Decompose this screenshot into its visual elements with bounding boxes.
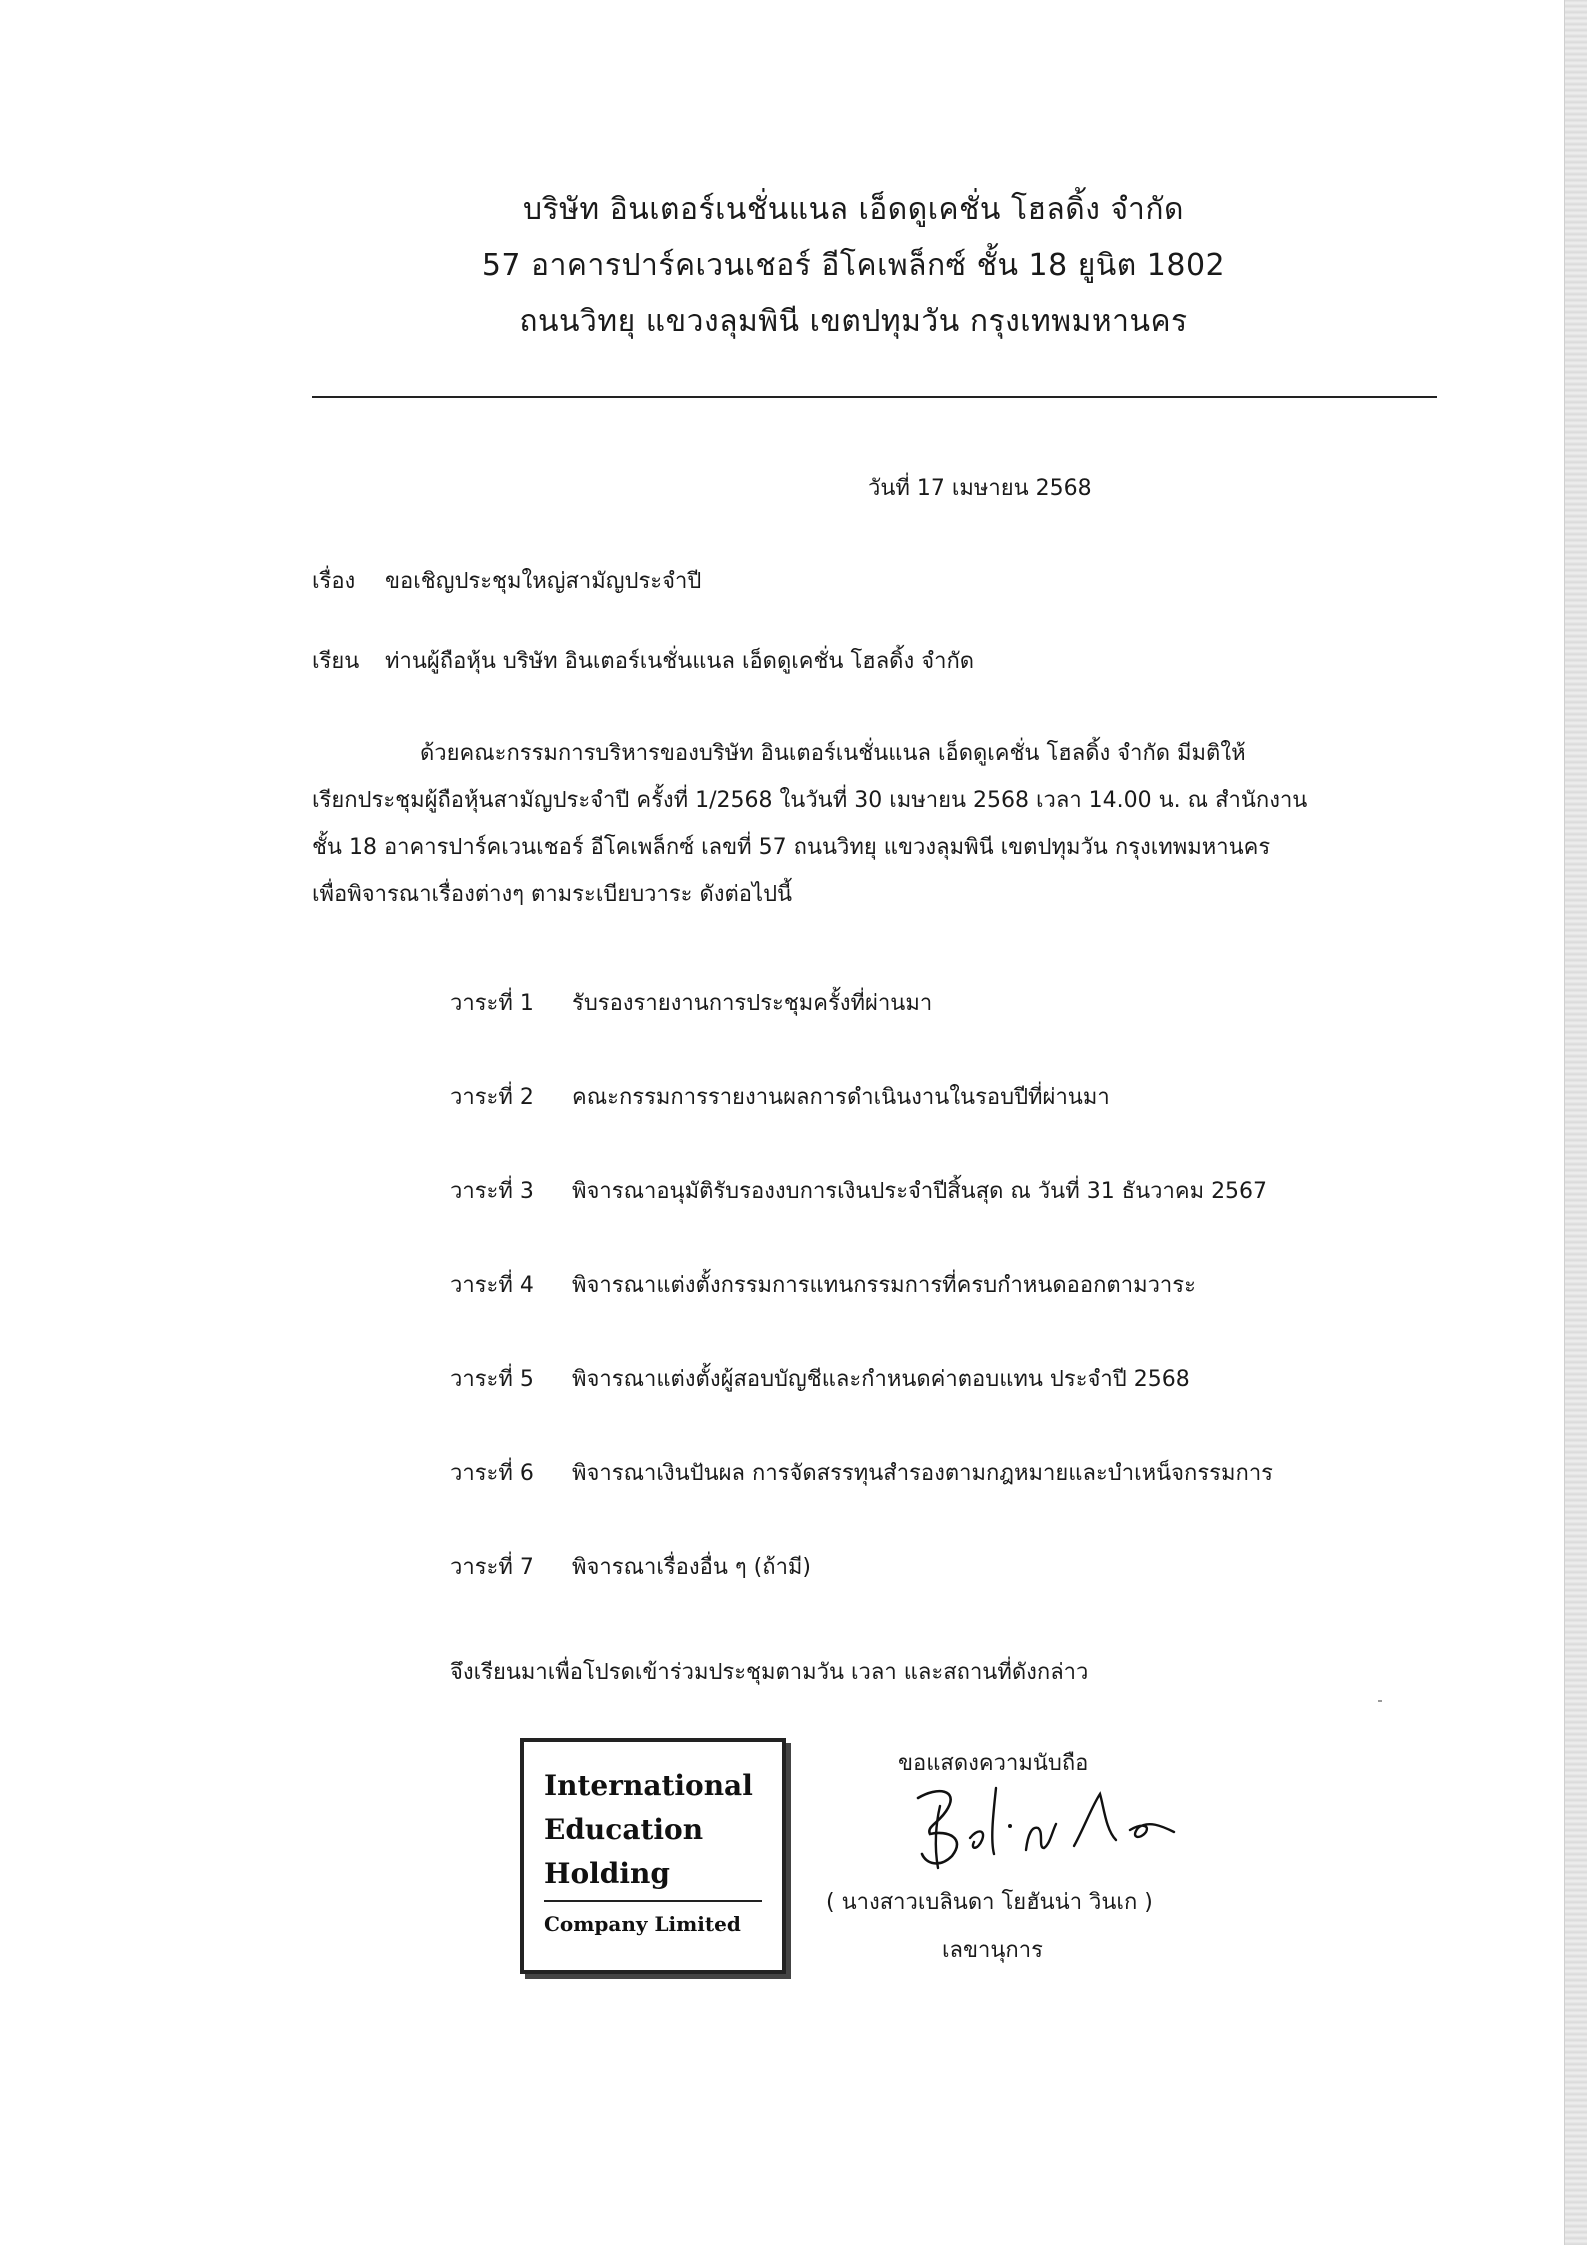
stamp-line: Company Limited	[544, 1912, 741, 1936]
agenda-text: พิจารณาอนุมัติรับรองงบการเงินประจำปีสิ้นสุด ณ วันที่ 31 ธันวาคม 2567	[572, 1179, 1268, 1204]
intro-line: เรียกประชุมผู้ถือหุ้นสามัญประจำปี ครั้งที่ 1/2568 ในวันที่ 30 เมษายน 2568 เวลา 14.00 น. ณ สำนักงาน	[312, 788, 1308, 813]
agenda-text: รับรองรายงานการประชุมครั้งที่ผ่านมา	[572, 991, 933, 1016]
subject-label: เรื่อง	[312, 569, 356, 594]
company-address-line-2: ถนนวิทยุ แขวงลุมพินี เขตปทุมวัน กรุงเทพมหานคร	[519, 304, 1188, 339]
agenda-number: วาระที่ 1	[450, 991, 534, 1016]
stamp-line: International	[544, 1769, 753, 1802]
letterhead	[0, 182, 1587, 350]
agenda-item	[450, 985, 1430, 1079]
agenda-number: วาระที่ 3	[450, 1179, 534, 1204]
header-divider	[312, 396, 1437, 398]
agenda-item	[450, 1267, 1430, 1361]
agenda-text: พิจารณาเรื่องอื่น ๆ (ถ้ามี)	[572, 1555, 812, 1580]
subject-row	[312, 563, 701, 598]
agenda-item	[450, 1361, 1430, 1455]
signer-name: ( นางสาวเบลินดา โยฮันน่า วินเก )	[826, 1890, 1153, 1915]
stamp-name-block	[544, 1764, 753, 1896]
agenda-number: วาระที่ 7	[450, 1555, 534, 1580]
agenda-item	[450, 1455, 1430, 1549]
intro-line: ชั้น 18 อาคารปาร์คเวนเชอร์ อีโคเพล็กซ์ เลขที่ 57 ถนนวิทยุ แขวงลุมพินี เขตปทุมวัน กรุงเทพมหานคร	[312, 835, 1271, 860]
recipient-label: เรียน	[312, 649, 360, 674]
letter-date: วันที่ 17 เมษายน 2568	[868, 476, 1092, 501]
agenda-list	[450, 985, 1430, 1643]
agenda-text: พิจารณาเงินปันผล การจัดสรรทุนสำรองตามกฎหมายและบำเหน็จกรรมการ	[572, 1461, 1273, 1486]
company-name: บริษัท อินเตอร์เนชั่นแนล เอ็ดดูเคชั่น โฮลดิ้ง จำกัด	[522, 192, 1185, 227]
intro-paragraph	[312, 730, 1392, 918]
company-address-line-1: 57 อาคารปาร์คเวนเชอร์ อีโคเพล็กซ์ ชั้น 18 ยูนิต 1802	[481, 248, 1226, 283]
stamp-divider	[544, 1900, 762, 1902]
agenda-item	[450, 1173, 1430, 1267]
company-stamp	[520, 1738, 786, 1974]
handwritten-signature	[878, 1768, 1238, 1878]
signer-position: เลขานุการ	[942, 1938, 1043, 1963]
scan-speck	[1378, 1700, 1382, 1702]
recipient-text: ท่านผู้ถือหุ้น บริษัท อินเตอร์เนชั่นแนล เอ็ดดูเคชั่น โฮลดิ้ง จำกัด	[385, 649, 975, 674]
stamp-line: Holding	[544, 1857, 670, 1890]
subject-text: ขอเชิญประชุมใหญ่สามัญประจำปี	[385, 569, 702, 594]
agenda-number: วาระที่ 4	[450, 1273, 534, 1298]
recipient-row	[312, 643, 974, 678]
agenda-number: วาระที่ 2	[450, 1085, 534, 1110]
intro-line: เพื่อพิจารณาเรื่องต่างๆ ตามระเบียบวาระ ดังต่อไปนี้	[312, 882, 793, 907]
agenda-text: คณะกรรมการรายงานผลการดำเนินงานในรอบปีที่ผ่านมา	[572, 1085, 1110, 1110]
closing-sentence: จึงเรียนมาเพื่อโปรดเข้าร่วมประชุมตามวัน เวลา และสถานที่ดังกล่าว	[450, 1660, 1089, 1685]
stamp-line: Education	[544, 1813, 704, 1846]
regards-text: ขอแสดงความนับถือ	[898, 1751, 1089, 1776]
agenda-number: วาระที่ 6	[450, 1461, 534, 1486]
agenda-text: พิจารณาแต่งตั้งกรรมการแทนกรรมการที่ครบกำหนดออกตามวาระ	[572, 1273, 1196, 1298]
agenda-item	[450, 1549, 1430, 1643]
agenda-number: วาระที่ 5	[450, 1367, 534, 1392]
intro-line: ด้วยคณะกรรมการบริหารของบริษัท อินเตอร์เนชั่นแนล เอ็ดดูเคชั่น โฮลดิ้ง จำกัด มีมติให้	[420, 741, 1246, 766]
agenda-text: พิจารณาแต่งตั้งผู้สอบบัญชีและกำหนดค่าตอบแทน ประจำปี 2568	[572, 1367, 1190, 1392]
agenda-item	[450, 1079, 1430, 1173]
